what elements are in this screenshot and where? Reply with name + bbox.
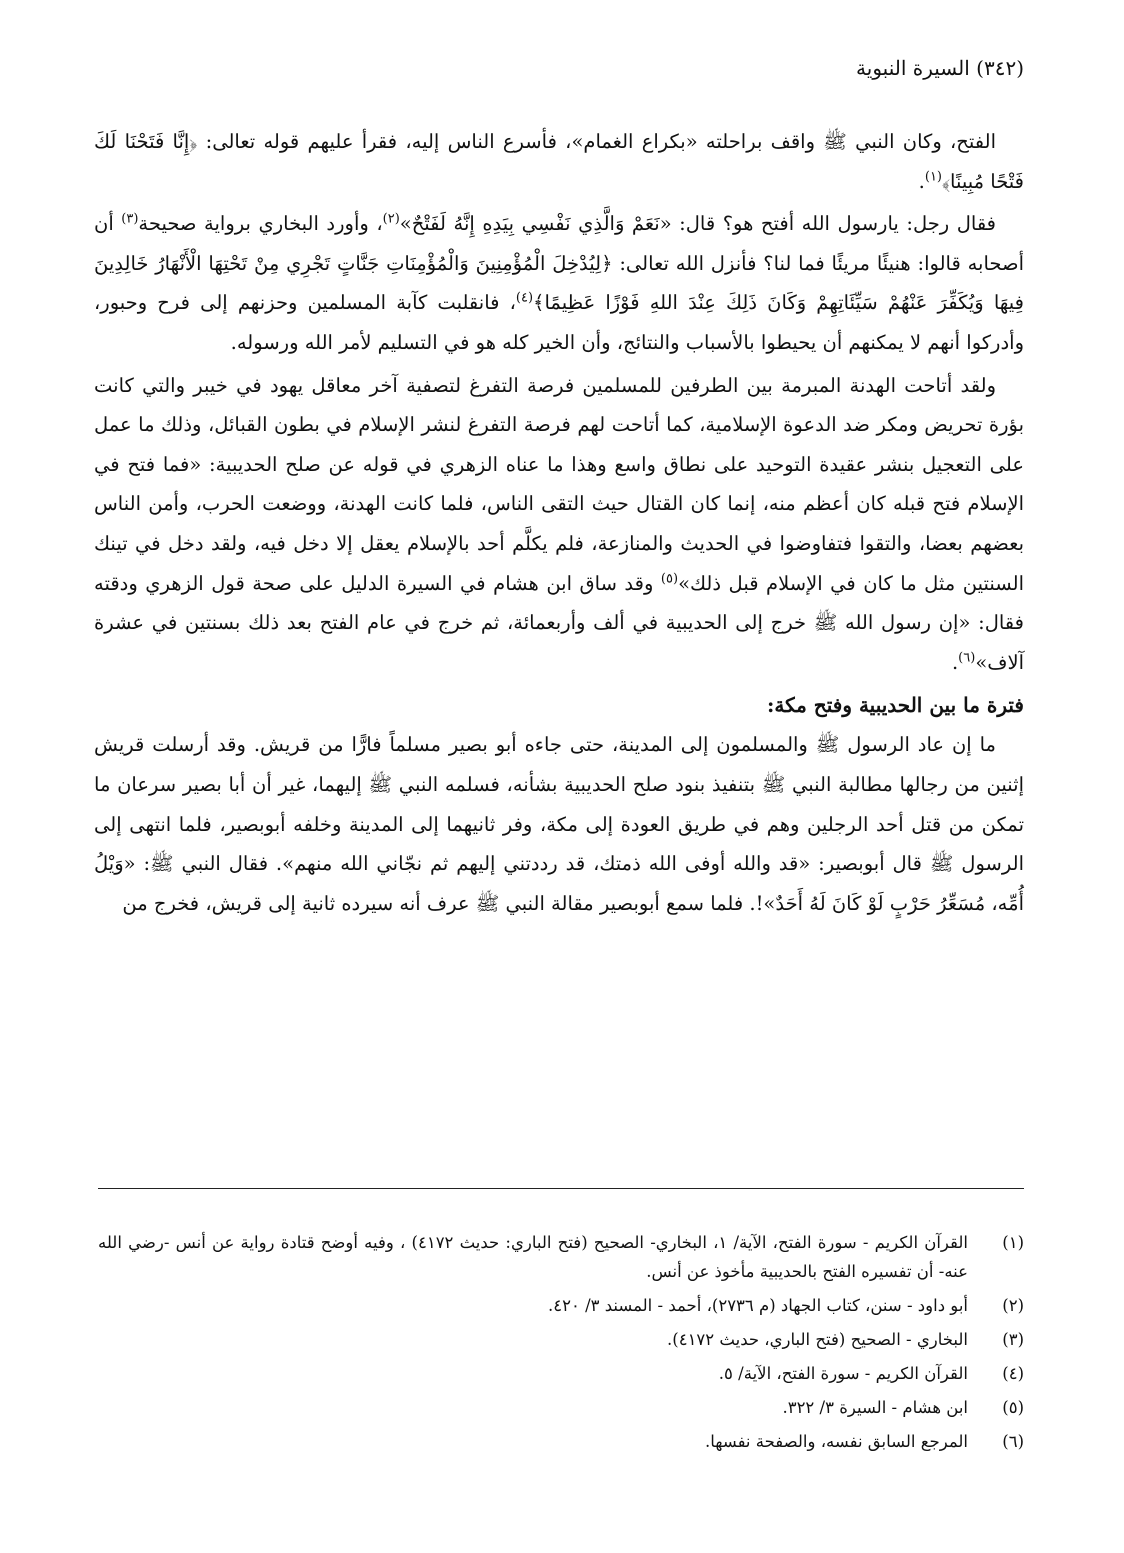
footnote-text: البخاري - الصحيح (فتح الباري، حديث ٤١٧٢). — [667, 1330, 968, 1349]
footnote-separator — [98, 1188, 1024, 1189]
paragraph-3-text-a: ولقد أتاحت الهدنة المبرمة بين الطرفين للمسلمين فرصة التفرغ لتصفية آخر معاقل يهود في خيبر والتي كانت بؤرة تحريض ومكر ضد الدعوة الإسلامية، كما أتاحت لهم فرصة التفرغ لنشر الإسلام في بطون القبائل، وذلك ما عمل على التعجيل بنشر عقيدة التوحيد على نطاق واسع وهذا ما عناه الزهري في قوله عن صلح الحديبية: «فما فتح في الإسلام فتح قبله كان أعظم منه، إنما كان القتال حيث التقى الناس، فلما كانت الهدنة، ووضعت الحرب، وأمن الناس بعضهم بعضا، والتقوا فتفاوضوا في الحديث والمنازعة، فلم يكلَّم أحد بالإسلام يعقل إلا دخل فيه، ولقد دخل في تينك السنتين مثل ما كان في الإسلام قبل ذلك» — [94, 373, 1025, 595]
footnote-text: المرجع السابق نفسه، والصفحة نفسها. — [704, 1432, 968, 1451]
footnote-item — [98, 1325, 1024, 1354]
footnote-item — [98, 1359, 1024, 1388]
paragraph-4 — [94, 725, 1024, 923]
footnote-ref-2: (٢) — [382, 211, 400, 227]
footnote-item — [98, 1228, 1024, 1286]
footnote-text: القرآن الكريم - سورة الفتح، الآية/ ١، البخاري- الصحيح (فتح الباري: حديث ٤١٧٢) ، وفيه أوضح قتادة رواية عن أنس -رضي الله عنه- أن تفسيره الفتح بالحديبية مأخوذ عن أنس. — [98, 1233, 968, 1281]
footnote-item — [98, 1393, 1024, 1422]
section-heading: فترة ما بين الحديبية وفتح مكة: — [766, 693, 1024, 718]
footnote-text: أبو داود - سنن، كتاب الجهاد (م ٢٧٣٦)، أحمد - المسند ٣/ ٤٢٠. — [547, 1296, 968, 1315]
paragraph-1-text: الفتح، وكان النبي ﷺ واقف براحلته «بكراع الغمام»، فأسرع الناس إليه، فقرأ عليهم قوله تعالى: ﴿إِنَّا فَتَحْنَا لَكَ فَتْحًا مُبِينًا﴾ — [94, 130, 1024, 193]
footnote-number: (٤) — [1002, 1364, 1024, 1383]
footnote-number: (٣) — [1002, 1330, 1024, 1349]
paragraph-1-end: . — [918, 169, 925, 193]
footnote-ref-4: (٤) — [515, 290, 534, 306]
paragraph-2 — [94, 204, 1024, 362]
paragraph-2-text-c: أن أصحابه قالوا: هنيئًا مريئًا فما لنا؟ فأنزل الله تعالى: ﴿لِيُدْخِلَ الْمُؤْمِنِينَ وَالْمُؤْمِنَاتِ جَنَّاتٍ تَجْرِي مِنْ تَحْتِهَا الْأَنْهَارُ خَالِدِينَ فِيهَا وَيُكَفِّرَ عَنْهُمْ سَيِّئَاتِهِمْ وَكَانَ ذَلِكَ عِنْدَ اللهِ فَوْزًا عَظِيمًا﴾ — [94, 212, 1024, 315]
footnote-ref-5: (٥) — [660, 571, 679, 587]
footnote-ref-3: (٣) — [121, 211, 139, 227]
footnote-ref-1: (١) — [924, 169, 942, 185]
paragraph-2-text-d: ، فانقلبت كآبة المسلمين وحزنهم إلى فرح وحبور، وأدركوا أنهم لا يمكنهم أن يحيطوا بالأسباب والنتائج، وأن الخير كله هو في التسليم لأمر الله ورسوله. — [94, 291, 1024, 354]
footnote-number: (١) — [1002, 1233, 1024, 1252]
footnote-item — [98, 1291, 1024, 1320]
footnote-item — [98, 1427, 1024, 1456]
paragraph-4-text: ما إن عاد الرسول ﷺ والمسلمون إلى المدينة، حتى جاءه أبو بصير مسلماً فارًّا من قريش. وقد أرسلت قريش إثنين من رجالها مطالبة النبي ﷺ بتنفيذ بنود صلح الحديبية بشأنه، فسلمه النبي ﷺ إليهما، غير أن أبا بصير سرعان ما تمكن من قتل أحد الرجلين وهم في طريق العودة إلى مكة، وفر ثانيهما إلى المدينة وخلفه أبوبصير، فلما انتهى إلى الرسول ﷺ قال أبوبصير: «قد والله أوفى الله ذمتك، قد رددتني إليهم ثم نجّاني الله منهم». فقال النبي ﷺ: «وَيْلُ أُمِّه، مُسَعِّرُ حَرْبٍ لَوْ كَانَ لَهُ أَحَدٌ»!. فلما سمع أبوبصير مقالة النبي ﷺ عرف أنه سيرده ثانية إلى قريش، فخرج من — [94, 733, 1024, 915]
paragraph-2-text-a: فقال رجل: يارسول الله أفتح هو؟ قال: «نَعَمْ وَالَّذِي نَفْسِي بِيَدِهِ إِنَّهُ لَفَتْحٌ» — [399, 212, 997, 236]
footnote-text: القرآن الكريم - سورة الفتح، الآية/ ٥. — [718, 1364, 968, 1383]
footnote-ref-6: (٦) — [958, 650, 976, 666]
paragraph-1 — [94, 122, 1024, 201]
running-header: (٣٤٢) السيرة النبوية — [856, 56, 1024, 80]
footnotes — [98, 1228, 1024, 1461]
body-text — [94, 122, 1024, 926]
footnote-number: (٢) — [1002, 1296, 1024, 1315]
footnote-number: (٦) — [1002, 1432, 1024, 1451]
footnote-number: (٥) — [1002, 1398, 1024, 1417]
paragraph-3-end: . — [951, 650, 959, 674]
paragraph-3-text-b: وقد ساق ابن هشام في السيرة الدليل على صحة قول الزهري ودقته فقال: «إن رسول الله ﷺ خرج إلى الحديبية في ألف وأربعمائة، ثم خرج في عام الفتح بعد ذلك بسنتين في عشرة آلاف» — [94, 571, 1024, 674]
paragraph-2-text-b: ، وأورد البخاري برواية صحيحة — [138, 212, 383, 236]
paragraph-3 — [94, 366, 1024, 683]
footnote-text: ابن هشام - السيرة ٣/ ٣٢٢. — [782, 1398, 968, 1417]
